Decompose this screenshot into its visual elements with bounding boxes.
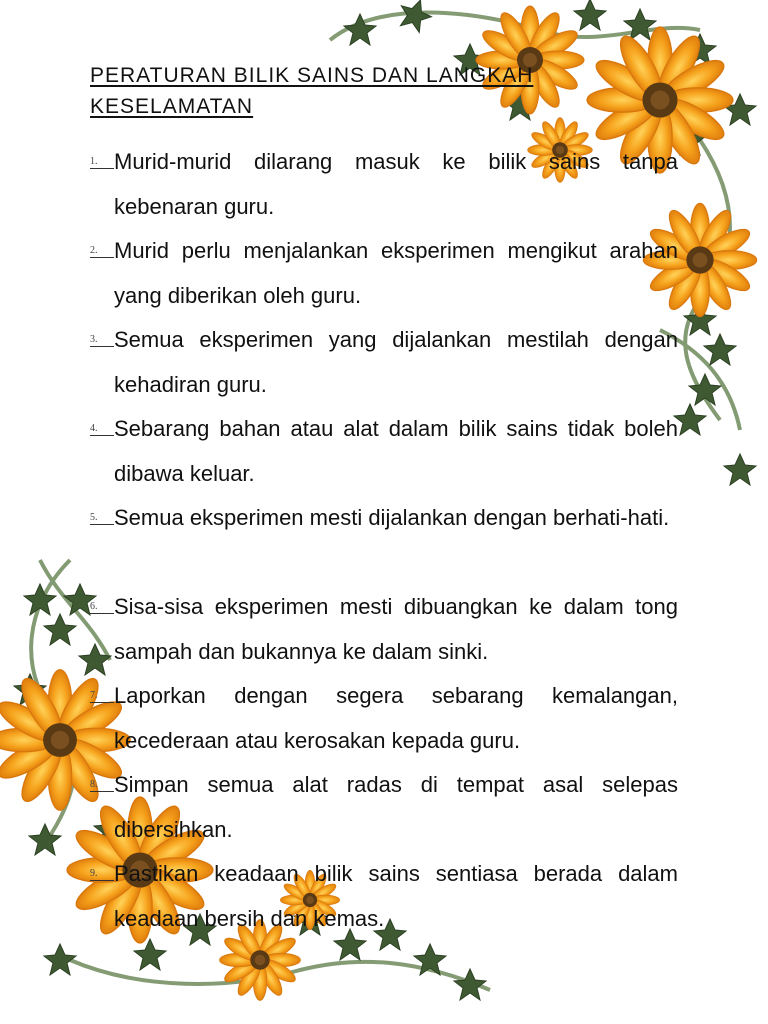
rule-text: Sisa-sisa eksperimen mesti dibuangkan ke dalam tong sampah dan bukannya ke dalam sinki. xyxy=(114,594,678,664)
rule-number: 5. xyxy=(90,496,114,525)
rule-text: Murid-murid dilarang masuk ke bilik sains tanpa kebenaran guru. xyxy=(114,149,678,219)
rule-number: 6. xyxy=(90,585,114,614)
rule-item xyxy=(90,407,678,496)
rule-item xyxy=(90,585,678,674)
rule-text: Semua eksperimen mesti dijalankan dengan berhati-hati. xyxy=(114,505,670,530)
rule-text: Laporkan dengan segera sebarang kemalangan, kecederaan atau kerosakan kepada guru. xyxy=(114,683,678,753)
rule-item xyxy=(90,763,678,852)
rule-text: Murid perlu menjalankan eksperimen mengikut arahan yang diberikan oleh guru. xyxy=(114,238,678,308)
rules-list xyxy=(90,140,678,941)
rule-item xyxy=(90,318,678,407)
rule-number: 1. xyxy=(90,140,114,169)
rule-text: Pastikan keadaan bilik sains sentiasa berada dalam keadaan bersih dan kemas. xyxy=(114,861,678,931)
rule-text: Sebarang bahan atau alat dalam bilik sains tidak boleh dibawa keluar. xyxy=(114,416,678,486)
rule-number: 4. xyxy=(90,407,114,436)
rule-text: Semua eksperimen yang dijalankan mestilah dengan kehadiran guru. xyxy=(114,327,678,397)
rule-item xyxy=(90,496,678,585)
rule-text: Simpan semua alat radas di tempat asal selepas dibersihkan. xyxy=(114,772,678,842)
rule-item xyxy=(90,674,678,763)
rule-number: 3. xyxy=(90,318,114,347)
rule-item xyxy=(90,229,678,318)
rule-number: 9. xyxy=(90,852,114,881)
rule-number: 8. xyxy=(90,763,114,792)
rule-number: 2. xyxy=(90,229,114,258)
document-title: PERATURAN BILIK SAINS DAN LANGKAH KESELAMATAN xyxy=(90,64,534,118)
rule-item xyxy=(90,140,678,229)
rule-number: 7. xyxy=(90,674,114,703)
rule-item xyxy=(90,852,678,941)
